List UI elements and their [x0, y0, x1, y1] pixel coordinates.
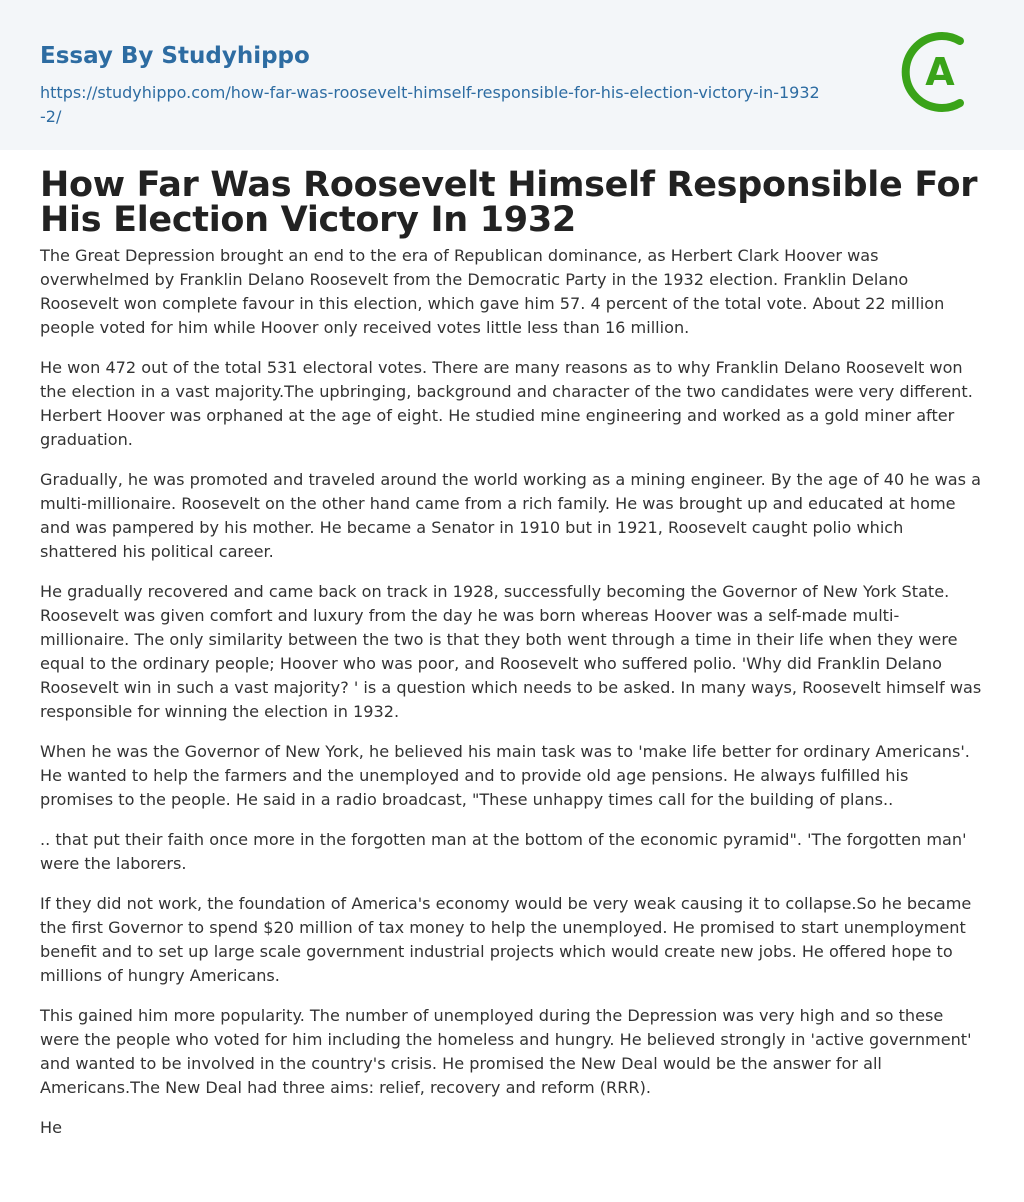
site-brand[interactable]: Essay By Studyhippo — [40, 43, 310, 69]
essay-paragraph: The Great Depression brought an end to the era of Republican dominance, as Herbert Clark Hoover was overwhelmed by Franklin Delano Roosevelt from the Democratic Party in the 1932 election. Franklin Delano Roosevelt won complete favour in this election, which gave him 57. 4 percent of the total vote. About 22 million people voted for him while Hoover only received votes little less than 16 million. — [40, 246, 945, 337]
logo-letter: A — [925, 50, 955, 94]
essay-paragraph: He won 472 out of the total 531 electoral votes. There are many reasons as to why Franklin Delano Roosevelt won the election in a vast majority.The upbringing, background and character of the two candidates were very different. Herbert Hoover was orphaned at the age of eight. He studied mine engineering and worked as a gold miner after graduation. — [40, 358, 973, 449]
essay-paragraph: When he was the Governor of New York, he believed his main task was to 'make life better for ordinary Americans'. He wanted to help the farmers and the unemployed and to provide old age pensions. He always fulfilled his promises to the people. He said in a radio broadcast, "These unhappy times call for the building of plans.. — [40, 742, 970, 809]
essay-paragraph: If they did not work, the foundation of America's economy would be very weak causing it to collapse.So he became the first Governor to spend $20 million of tax money to help the unemployed. He promised to start unemployment benefit and to set up large scale government industrial projects which would create new jobs. He offered hope to millions of hungry Americans. — [40, 894, 972, 985]
essay-paragraph: He gradually recovered and came back on track in 1928, successfully becoming the Governor of New York State. Roosevelt was given comfort and luxury from the day he was born whereas Hoover was a self-made multi-millionaire. The only similarity between the two is that they both went through a time in their life when they were equal to the ordinary people; Hoover who was poor, and Roosevelt who suffered polio. 'Why did Franklin Delano Roosevelt win in such a vast majority? ' is a question which needs to be asked. In many ways, Roosevelt himself was responsible for winning the election in 1932. — [40, 582, 982, 721]
essay-title: How Far Was Roosevelt Himself Responsible For His Election Victory In 1932 — [40, 165, 978, 240]
essay-paragraph: This gained him more popularity. The number of unemployed during the Depression was very high and so these were the people who voted for him including the homeless and hungry. He believed strongly in 'active government' and wanted to be involved in the country's crisis. He promised the New Deal would be the answer for all Americans.The New Deal had three aims: relief, recovery and reform (RRR). — [40, 1006, 972, 1097]
source-url-link[interactable]: https://studyhippo.com/how-far-was-roosevelt-himself-responsible-for-his-election-victory-in-1932-2/ — [40, 83, 820, 126]
essay-paragraph: .. that put their faith once more in the forgotten man at the bottom of the economic pyramid". 'The forgotten man' were the laborers. — [40, 830, 967, 873]
site-header — [0, 0, 1024, 150]
studyhippo-logo-icon[interactable] — [894, 24, 990, 120]
essay-paragraph: Gradually, he was promoted and traveled around the world working as a mining engineer. By the age of 40 he was a multi-millionaire. Roosevelt on the other hand came from a rich family. He was brought up and educated at home and was pampered by his mother. He became a Senator in 1910 but in 1921, Roosevelt caught polio which shattered his political career. — [40, 470, 981, 561]
essay-paragraph-truncated: He — [40, 1118, 63, 1137]
essay-article — [40, 165, 984, 1156]
